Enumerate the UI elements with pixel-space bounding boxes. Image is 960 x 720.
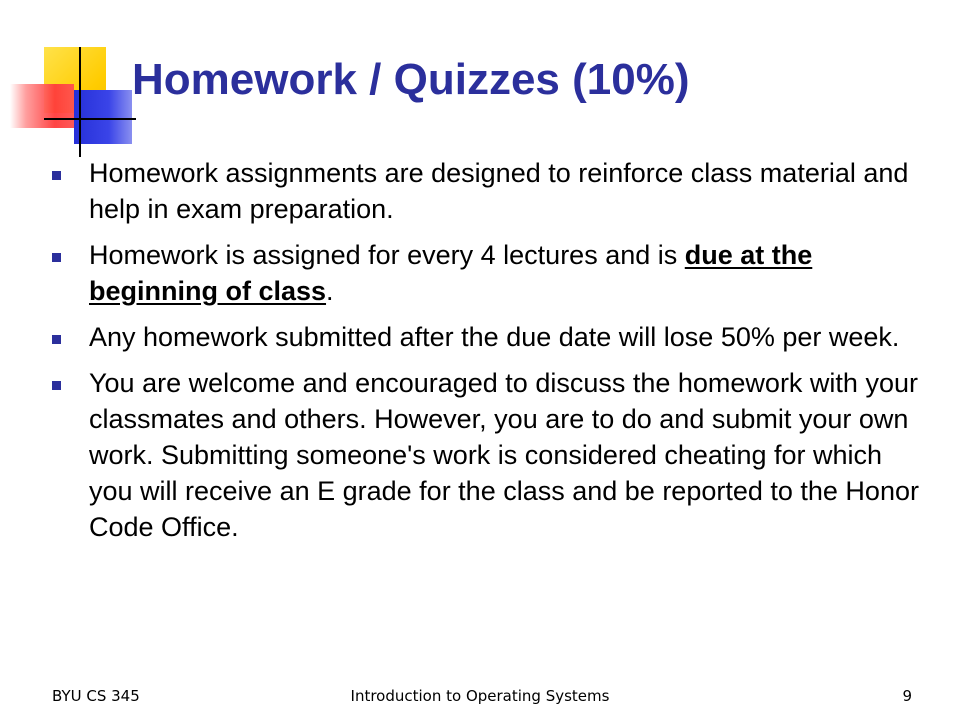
bullet-text-end: . bbox=[326, 276, 334, 306]
logo-squares-graphic bbox=[0, 0, 140, 160]
bullet-item bbox=[52, 237, 922, 309]
bullet-item bbox=[52, 155, 922, 227]
logo-vertical-line bbox=[79, 47, 81, 157]
bullet-text: You are welcome and encouraged to discuss the homework with your classmates and others. However, you are to do and submit your own work. Submitting someone's work is considered cheating for which you will receive an E grade for the class and be reported to the Honor Code Office. bbox=[89, 368, 919, 542]
footer-course-title: Introduction to Operating Systems bbox=[350, 687, 610, 705]
bullet-item bbox=[52, 365, 922, 545]
bullet-text: Homework assignments are designed to reinforce class material and help in exam preparation. bbox=[89, 158, 909, 224]
square-bullet-icon bbox=[52, 171, 61, 180]
square-bullet-icon bbox=[52, 381, 61, 390]
footer-course-label: BYU CS 345 bbox=[52, 687, 140, 705]
bullet-text: Homework is assigned for every 4 lectures and is bbox=[89, 240, 685, 270]
square-bullet-icon bbox=[52, 253, 61, 262]
bullet-item bbox=[52, 319, 922, 355]
slide-number: 9 bbox=[902, 687, 912, 705]
square-bullet-icon bbox=[52, 335, 61, 344]
bullet-list bbox=[52, 155, 922, 555]
slide-title: Homework / Quizzes (10%) bbox=[132, 55, 690, 104]
logo-red-square bbox=[10, 84, 74, 128]
logo-horizontal-line bbox=[44, 118, 136, 120]
bullet-emphasis-text: due at the beginning of class bbox=[89, 240, 813, 306]
logo-blue-square bbox=[74, 90, 132, 144]
bullet-text: Any homework submitted after the due date will lose 50% per week. bbox=[89, 322, 900, 352]
